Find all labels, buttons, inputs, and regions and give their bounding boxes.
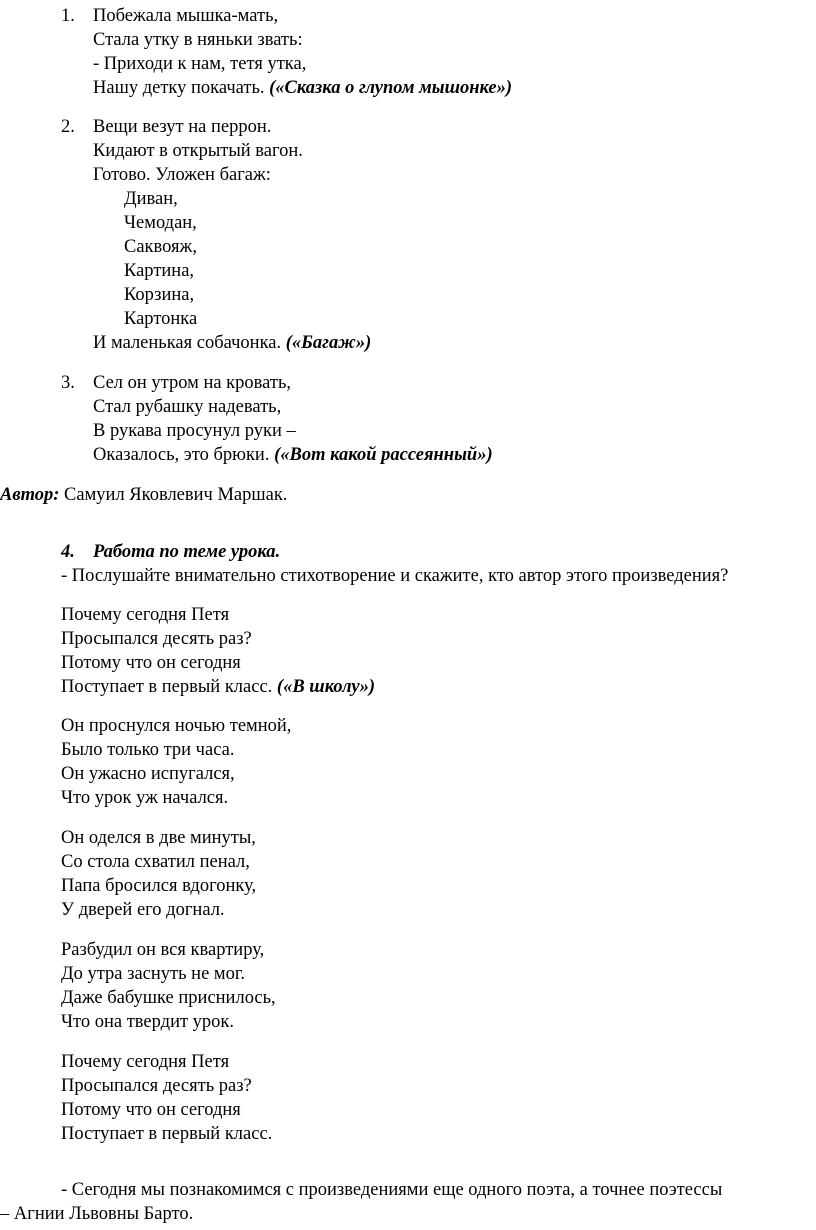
poem-line: Со стола схватил пенал, xyxy=(61,852,250,872)
list-item: Чемодан, xyxy=(124,213,197,233)
poem-line: Почему сегодня Петя xyxy=(61,1052,230,1072)
poem-line: Разбудил он вся квартиру, xyxy=(61,940,265,960)
answer-title: («Багаж») xyxy=(285,333,372,353)
poem-line: Стала утку в няньки звать: xyxy=(93,30,303,50)
poem-line: Папа бросился вдогонку, xyxy=(61,876,257,896)
poem-line: Побежала мышка-мать, xyxy=(93,6,279,26)
poem-line: Оказалось, это брюки. («Вот какой рассеянный») xyxy=(93,445,493,465)
instruction: - Послушайте внимательно стихотворение и скажите, кто автор этого произведения? xyxy=(61,566,729,586)
answer-title: («Сказка о глупом мышонке») xyxy=(269,78,513,98)
poem-line: Что урок уж начался. xyxy=(61,788,229,808)
list-item: Диван, xyxy=(124,189,178,209)
poem-line: Просыпался десять раз? xyxy=(61,629,252,649)
list-item: Саквояж, xyxy=(124,237,197,257)
poem-line: Он оделся в две минуты, xyxy=(61,828,256,848)
author-line xyxy=(0,483,287,507)
poem-line: Было только три часа. xyxy=(61,740,235,760)
poem-line: Потому что он сегодня xyxy=(61,1100,241,1120)
riddle-number: 1. xyxy=(61,6,75,26)
riddle-number: 3. xyxy=(61,373,75,393)
section-number: 4. xyxy=(61,542,75,562)
riddle-number: 2. xyxy=(61,117,75,137)
poem-line: И маленькая собачонка. («Багаж») xyxy=(93,333,372,353)
answer-title: («Вот какой рассеянный») xyxy=(274,445,493,465)
closing-line: - Сегодня мы познакомимся с произведениями еще одного поэта, а точнее поэтессы xyxy=(61,1180,723,1200)
poem-line: У дверей его догнал. xyxy=(61,900,225,920)
poem-line: Что она твердит урок. xyxy=(61,1012,235,1032)
poem-line: Почему сегодня Петя xyxy=(61,605,230,625)
answer-title: («В школу») xyxy=(276,677,376,697)
poem-line: Он ужасно испугался, xyxy=(61,764,235,784)
closing-line: – Агнии Львовны Барто. xyxy=(0,1204,194,1224)
poem-line: Даже бабушке приснилось, xyxy=(61,988,276,1008)
list-item: Корзина, xyxy=(124,285,195,305)
poem-line: Поступает в первый класс. («В школу») xyxy=(61,677,376,697)
list-item: Картина, xyxy=(124,261,195,281)
poem-line: Поступает в первый класс. xyxy=(61,1124,273,1144)
poem-line: Нашу детку покачать. («Сказка о глупом мышонке») xyxy=(93,78,513,98)
section-title: Работа по теме урока. xyxy=(93,542,281,562)
poem-line: Кидают в открытый вагон. xyxy=(93,141,303,161)
author-name: Самуил Яковлевич Маршак. xyxy=(64,485,288,505)
poem-line: Просыпался десять раз? xyxy=(61,1076,252,1096)
poem-line: В рукава просунул руки – xyxy=(93,421,296,441)
poem-line: Сел он утром на кровать, xyxy=(93,373,292,393)
poem-line: Готово. Уложен багаж: xyxy=(93,165,271,185)
author-label: Автор: xyxy=(0,485,60,505)
list-item: Картонка xyxy=(124,309,198,329)
poem-line: Он проснулся ночью темной, xyxy=(61,716,292,736)
poem-line: До утра заснуть не мог. xyxy=(61,964,245,984)
poem-line: Стал рубашку надевать, xyxy=(93,397,282,417)
poem-line: - Приходи к нам, тетя утка, xyxy=(93,54,307,74)
poem-line: Вещи везут на перрон. xyxy=(93,117,272,137)
poem-line: Потому что он сегодня xyxy=(61,653,241,673)
